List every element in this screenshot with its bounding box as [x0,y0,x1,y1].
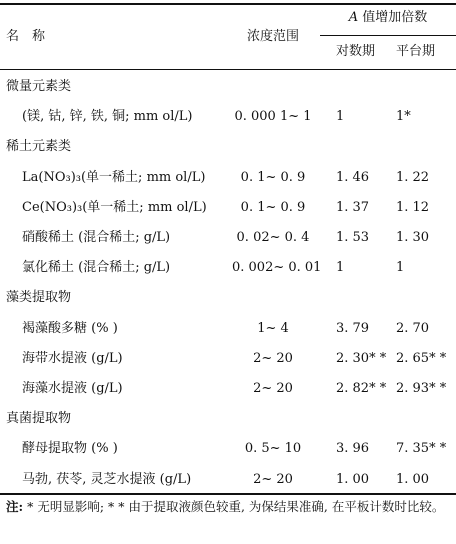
row-range: 0. 1~ 0. 9 [240,170,306,185]
row-plateau-value: 1. 12 [396,200,430,215]
row-range: 0. 5~ 10 [244,441,302,456]
row-range: 0. 000 1~ 1 [234,109,312,124]
row-log-value: 1. 37 [336,200,370,215]
row-plateau-value: 2. 93* * [396,381,447,396]
row-log-value: 1 [336,109,345,124]
row-name: La(NO₃)₃(单一稀土; mm ol/L) [22,170,206,185]
row-log-value: 1. 53 [336,230,370,245]
row-plateau-value: 7. 35* * [396,441,447,456]
row-log-value: 1 [336,260,345,275]
footnote-text: * 无明显影响; * * 由于提取液颜色较重, 为保结果准确, 在平板计数时比较。 [23,499,445,514]
row-plateau-value: 1 [396,260,405,275]
row-plateau-value: 2. 70 [396,321,430,336]
row-range: 2~ 20 [253,472,293,487]
row-name: 马勃, 茯苓, 灵芝水提液 (g/L) [22,472,192,487]
header-a-prefix: A [348,10,359,25]
row-plateau-value: 1. 30 [396,230,430,245]
table-bottom-rule [0,493,456,495]
row-plateau-value: 1. 22 [396,170,430,185]
row-name: Ce(NO₃)₃(单一稀土; mm ol/L) [22,200,207,215]
row-range: 1~ 4 [257,321,289,336]
row-name: 海带水提液 (g/L) [22,351,123,366]
category-heading: 稀土元素类 [6,139,72,154]
header-plateau: 平台期 [396,44,436,59]
header-group-rule [320,35,456,36]
row-name: 硝酸稀土 (混合稀土; g/L) [22,230,171,245]
row-range: 2~ 20 [253,381,293,396]
header-a-suffix: 值增加倍数 [358,10,428,25]
table-footnote [6,497,452,517]
category-heading: 藻类提取物 [6,290,72,305]
row-name: (镁, 钴, 锌, 铁, 铜; mm ol/L) [22,109,193,124]
row-name: 酵母提取物 (% ) [22,441,118,456]
header-bottom-rule [0,69,456,70]
row-log-value: 2. 30* * [336,351,387,366]
row-log-value: 2. 82* * [336,381,387,396]
category-heading: 真菌提取物 [6,411,72,426]
row-range: 0. 1~ 0. 9 [240,200,306,215]
row-plateau-value: 2. 65* * [396,351,447,366]
footnote-label: 注: [6,499,24,514]
header-a-value [320,10,456,26]
row-log-value: 3. 96 [336,441,370,456]
row-log-value: 1. 00 [336,472,370,487]
category-heading: 微量元素类 [6,79,72,94]
row-name: 褐藻酸多糖 (% ) [22,321,118,336]
row-range: 2~ 20 [253,351,293,366]
row-range: 0. 02~ 0. 4 [236,230,310,245]
header-name: 名 称 [6,29,46,44]
row-log-value: 3. 79 [336,321,370,336]
row-name: 氯化稀土 (混合稀土; g/L) [22,260,171,275]
table-top-rule [0,3,456,5]
row-plateau-value: 1. 00 [396,472,430,487]
header-range: 浓度范围 [246,29,299,44]
header-log: 对数期 [336,44,376,59]
row-range: 0. 002~ 0. 01 [232,260,322,275]
row-log-value: 1. 46 [336,170,370,185]
row-name: 海藻水提液 (g/L) [22,381,123,396]
row-plateau-value: 1* [396,109,411,124]
